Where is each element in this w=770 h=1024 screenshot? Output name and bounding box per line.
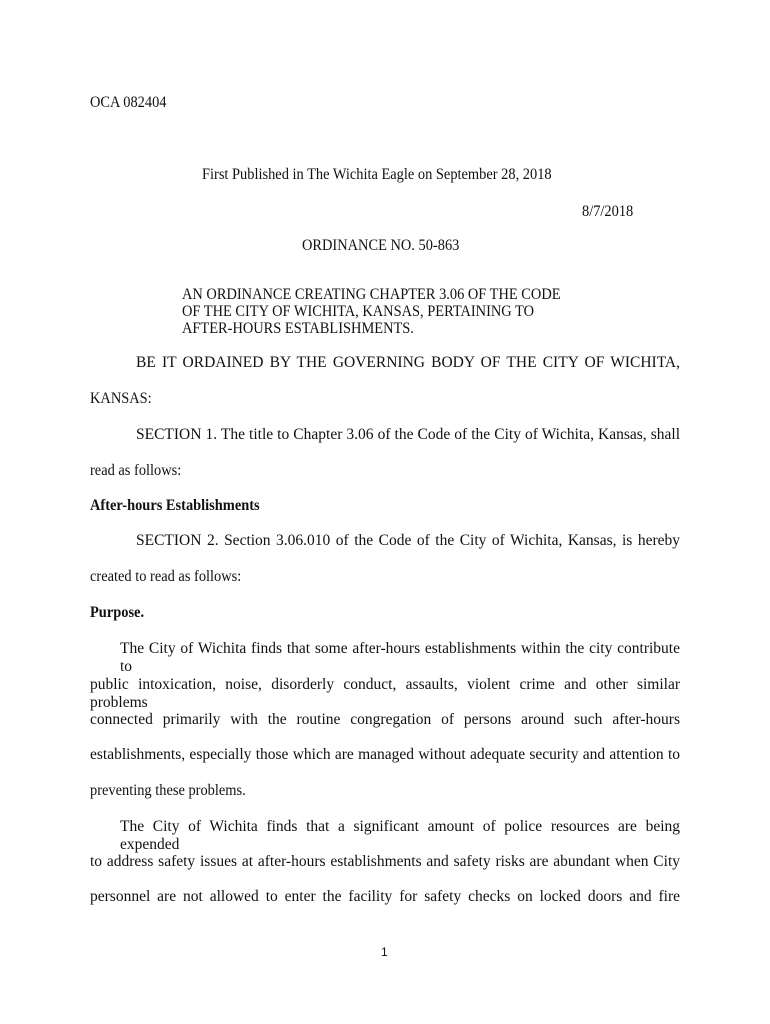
paragraph-line: The City of Wichita finds that a significant amount of police resources are being expended: [120, 818, 680, 853]
ordained-clause-continued: KANSAS:: [90, 390, 152, 407]
ordinance-number: ORDINANCE NO. 50-863: [302, 237, 460, 254]
section-2-text: SECTION 2. Section 3.06.010 of the Code of the City of Wichita, Kansas, is hereby: [136, 532, 680, 549]
page-number: 1: [381, 945, 388, 959]
document-id: OCA 082404: [90, 94, 167, 111]
section-1-text-continued: read as follows:: [90, 462, 182, 479]
section-1-text: SECTION 1. The title to Chapter 3.06 of the Code of the City of Wichita, Kansas, shall: [136, 426, 680, 443]
paragraph-line: public intoxication, noise, disorderly conduct, assaults, violent crime and other similar problems: [90, 676, 680, 711]
ordinance-title-line: OF THE CITY OF WICHITA, KANSAS, PERTAINING TO: [182, 303, 535, 320]
paragraph-line: establishments, especially those which are managed without adequate security and attention to: [90, 746, 680, 763]
paragraph-line: The City of Wichita finds that some after-hours establishments within the city contribute to: [120, 640, 680, 675]
heading-after-hours-establishments: After-hours Establishments: [90, 497, 260, 514]
paragraph-line: preventing these problems.: [90, 782, 246, 799]
heading-purpose: Purpose.: [90, 604, 145, 621]
ordinance-title-line: AN ORDINANCE CREATING CHAPTER 3.06 OF THE CODE: [182, 286, 561, 303]
ordinance-title-line: AFTER-HOURS ESTABLISHMENTS.: [182, 320, 414, 337]
section-2-text-continued: created to read as follows:: [90, 568, 242, 585]
paragraph-line: connected primarily with the routine congregation of persons around such after-hours: [90, 711, 680, 728]
paragraph-line: to address safety issues at after-hours establishments and safety risks are abundant when City: [90, 853, 680, 870]
document-date: 8/7/2018: [582, 203, 634, 220]
publication-notice: First Published in The Wichita Eagle on September 28, 2018: [202, 166, 552, 183]
paragraph-line: personnel are not allowed to enter the facility for safety checks on locked doors and fire: [90, 888, 680, 905]
ordained-clause: BE IT ORDAINED BY THE GOVERNING BODY OF THE CITY OF WICHITA,: [136, 354, 680, 371]
